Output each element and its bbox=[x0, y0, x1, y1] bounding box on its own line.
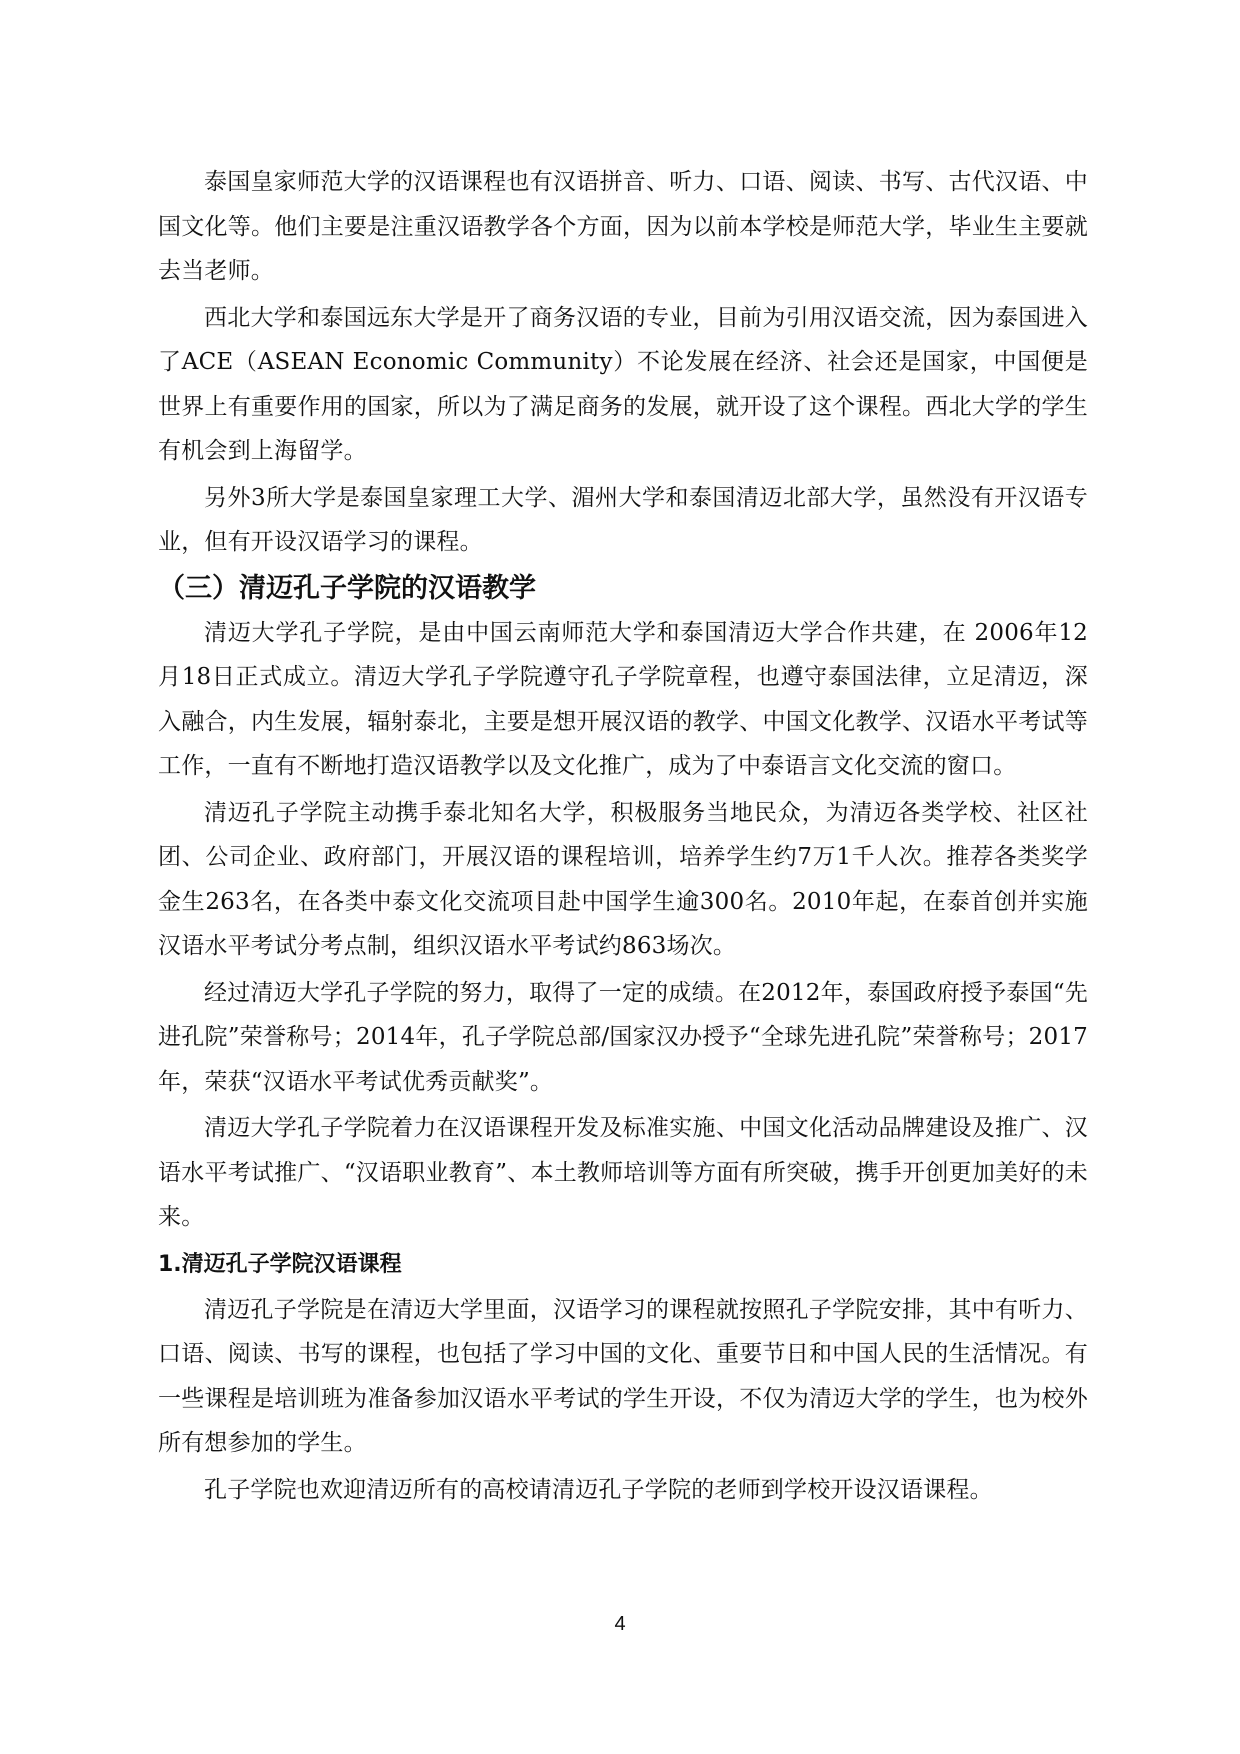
paragraph-institute-future: 清迈大学孔子学院着力在汉语课程开发及标准实施、中国文化活动品牌建设及推广、汉语水平考试推广、“汉语职业教育”、本土教师培训等方面有所突破，携手开创更加美好的未来。 bbox=[158, 1115, 1088, 1230]
paragraph-course-invitation: 孔子学院也欢迎清迈所有的高校请清迈孔子学院的老师到学校开设汉语课程。 bbox=[204, 1476, 993, 1503]
subsection-heading-courses: 1.清迈孔子学院汉语课程 bbox=[158, 1251, 402, 1277]
paragraph-institute-services: 清迈孔子学院主动携手泰北知名大学，积极服务当地民众，为清迈各类学校、社区社团、公司企业、政府部门，开展汉语的课程培训，培养学生约7万1千人次。推荐各类奖学金生263名，在各类中泰文化交流项目赴中国学生逾300名。2010年起，在泰首创并实施汉语水平考试分考点制，组织汉语水平考试约863场次。 bbox=[158, 799, 1088, 959]
paragraph-course-details: 清迈孔子学院是在清迈大学里面，汉语学习的课程就按照孔子学院安排，其中有听力、口语、阅读、书写的课程，也包括了学习中国的文化、重要节日和中国人民的生活情况。有一些课程是培训班为准备参加汉语水平考试的学生开设，不仅为清迈大学的学生，也为校外所有想参加的学生。 bbox=[158, 1296, 1088, 1456]
paragraph-business-chinese: 西北大学和泰国远东大学是开了商务汉语的专业，目前为引用汉语交流，因为泰国进入了ACE（ASEAN Economic Community）不论发展在经济、社会还是国家，中国便是世界上有重要作用的国家，所以为了满足商务的发展，就开设了这个课程。西北大学的学生有机会到上海留学。 bbox=[158, 304, 1088, 464]
section-heading-confucius-institute: （三）清迈孔子学院的汉语教学 bbox=[158, 572, 536, 604]
page-content bbox=[158, 160, 1088, 1514]
page-number: 4 bbox=[614, 1613, 626, 1635]
paragraph-institute-achievements: 经过清迈大学孔子学院的努力，取得了一定的成绩。在2012年，泰国政府授予泰国“先进孔院”荣誉称号；2014年，孔子学院总部/国家汉办授予“全球先进孔院”荣誉称号；2017年，荣获“汉语水平考试优秀贡献奖”。 bbox=[158, 979, 1088, 1095]
paragraph-other-universities: 另外3所大学是泰国皇家理工大学、湄州大学和泰国清迈北部大学，虽然没有开汉语专业，但有开设汉语学习的课程。 bbox=[158, 484, 1088, 555]
paragraph-royal-normal-university: 泰国皇家师范大学的汉语课程也有汉语拼音、听力、口语、阅读、书写、古代汉语、中国文化等。他们主要是注重汉语教学各个方面，因为以前本学校是师范大学，毕业生主要就去当老师。 bbox=[158, 169, 1088, 284]
paragraph-institute-founding: 清迈大学孔子学院，是由中国云南师范大学和泰国清迈大学合作共建，在 2006年12月18日正式成立。清迈大学孔子学院遵守孔子学院章程，也遵守泰国法律，立足清迈，深入融合，内生发展，辐射泰北，主要是想开展汉语的教学、中国文化教学、汉语水平考试等工作，一直有不断地打造汉语教学以及文化推广，成为了中泰语言文化交流的窗口。 bbox=[158, 619, 1088, 779]
